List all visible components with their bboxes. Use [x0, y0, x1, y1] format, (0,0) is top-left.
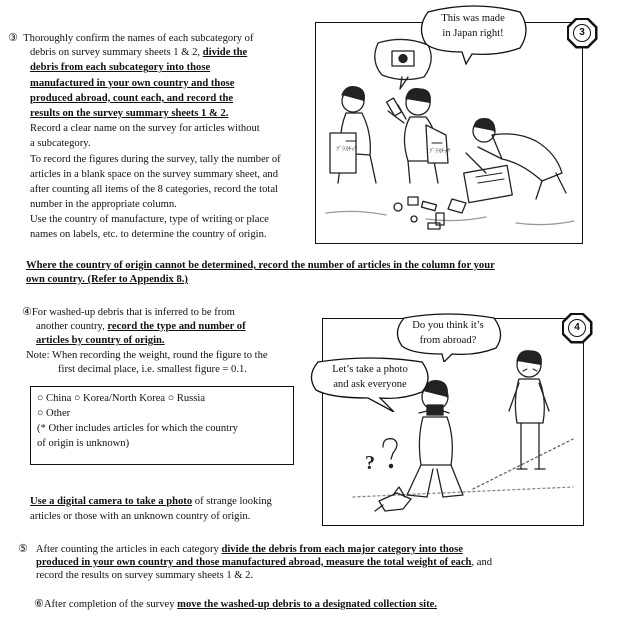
s6-plain: After completion of the survey — [43, 599, 178, 610]
s3-bold-2: debris from each subcategory into those — [30, 62, 211, 74]
s3-p1-2: a subcategory. — [30, 138, 91, 150]
bubble-4b-line-2: and ask everyone — [333, 379, 407, 390]
s3-p3-2: names on labels, etc. to determine the country of origin. — [30, 229, 267, 241]
bubble-4b-line-1: Let’s take a photo — [332, 364, 408, 375]
country-options-line-3: (* Other includes articles for which the country — [37, 423, 238, 434]
bubble-4a-line-1: Do you think it’s — [412, 320, 484, 331]
section-3 — [8, 30, 308, 243]
s3-tail-2: own country. (Refer to Appendix 8.) — [26, 274, 188, 285]
country-options-line-4: of origin is unknown) — [37, 438, 130, 449]
s5-l2-bold: produced in your own country and those manufactured abroad, measure the total weight of each — [36, 556, 472, 568]
photo-note-bold: Use a digital camera to take a photo — [30, 496, 193, 507]
s4-l2-bold: record the type and number of — [107, 320, 246, 332]
step-4-badge — [560, 311, 594, 345]
s3-p1-1: Record a clear name on the survey for articles without — [30, 123, 260, 135]
s3-intro-2: debris on survey summary sheets 1 & 2, — [30, 47, 201, 59]
country-options-box — [30, 386, 294, 465]
section-4 — [22, 304, 312, 377]
sign-text-right: ﾌﾞﾗｽﾁｯｸ — [429, 149, 451, 155]
bubble-3-line-2: in Japan right! — [442, 28, 504, 39]
s6-bold: move the washed-up debris to a designated collection site. — [177, 599, 437, 610]
s3-p2-3: after counting all items of the 8 categories, record the total — [30, 183, 278, 195]
step-3-marker: ③ — [8, 31, 18, 44]
s3-p2-2: articles in a blank space on the survey summary sheet, and — [30, 168, 278, 180]
speech-bubble-4a-text — [398, 318, 498, 348]
s3-tail-1: Where the country of origin cannot be determined, record the number of articles in the column for your — [26, 260, 495, 271]
s4-l1: For washed-up debris that is inferred to be from — [31, 307, 235, 318]
step-4-marker: ④ — [22, 305, 32, 318]
s5-l2-plain: , and — [471, 556, 493, 568]
step-5-marker: ⑤ — [18, 542, 28, 555]
s4-note-2: first decimal place, i.e. smallest figure = 0.1. — [58, 364, 247, 376]
s3-bold-1: divide the — [202, 47, 248, 59]
bubble-3-line-1: This was made — [441, 13, 505, 24]
step-4-badge-number: 4 — [568, 319, 586, 337]
step-6-marker: ⑥ — [34, 597, 44, 610]
s3-tail — [26, 258, 586, 286]
photo-note — [30, 494, 320, 524]
s3-p3-1: Use the country of manufacture, type of writing or place — [30, 214, 269, 226]
s3-p2-4: number in the appropriate column. — [30, 199, 177, 211]
s5-l3: record the results on survey summary sheets 1 & 2. — [36, 570, 254, 581]
s3-bold-3: manufactured in your own country and those — [30, 77, 235, 89]
speech-bubble-3-text — [424, 11, 522, 41]
s4-l3-bold: articles by country of origin. — [36, 335, 165, 347]
s3-bold-4: produced abroad, count each, and record the — [30, 92, 234, 104]
s3-bold-5: results on the survey summary sheets 1 & 2. — [30, 107, 229, 119]
country-options-line-2: ○ Other — [37, 408, 71, 419]
question-mark-icon: ? — [365, 452, 375, 474]
s3-p2-1: To record the figures during the survey, tally the number of — [30, 153, 281, 165]
sign-text-left: ﾌﾞﾗｽﾁｯｸ — [336, 147, 358, 153]
speech-bubble-4b-text — [312, 362, 428, 392]
photo-note-2: articles or those with an unknown country of origin. — [30, 511, 251, 522]
s5-l1-bold: divide the debris from each major category into those — [221, 544, 463, 555]
s5-l1-plain: After counting the articles in each category — [35, 544, 222, 555]
section-6 — [34, 596, 594, 612]
s4-note-1: Note: When recording the weight, round the figure to the — [26, 349, 268, 361]
s3-intro-1: Thoroughly confirm the names of each subcategory of — [23, 33, 254, 44]
bubble-4a-line-2: from abroad? — [419, 335, 477, 346]
section-5 — [18, 541, 598, 582]
photo-note-1: of strange looking — [192, 496, 272, 507]
country-options-line-1: ○ China ○ Korea/North Korea ○ Russia — [37, 393, 206, 404]
step-3-badge-number: 3 — [573, 24, 591, 42]
s4-l2: another country, — [36, 320, 105, 332]
step-3-badge — [565, 16, 599, 50]
